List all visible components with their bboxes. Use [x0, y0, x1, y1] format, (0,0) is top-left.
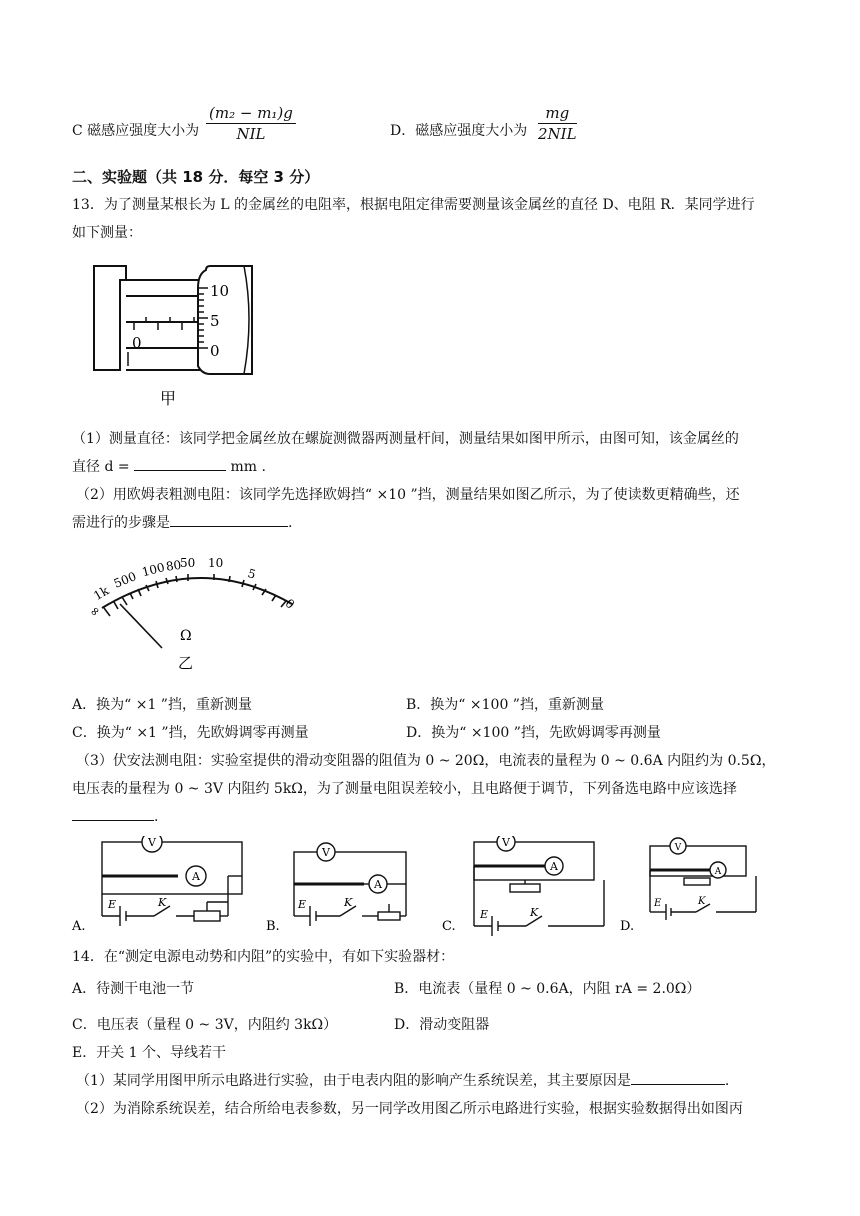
section-title: 二、实验题（共 18 分．每空 3 分）: [72, 168, 320, 186]
q14-item-c: C．电压表（量程 0 ~ 3V，内阻约 3kΩ）: [72, 1017, 338, 1033]
option-d-prefix: D．磁感应强度大小为: [390, 123, 528, 139]
ohmmeter-needle: [120, 604, 162, 648]
step-answer-blank[interactable]: [170, 512, 288, 527]
q14-item-e: E．开关 1 个、导线若干: [72, 1045, 227, 1061]
diameter-label: 直径 d =: [72, 459, 130, 475]
option-d-denominator: 2NIL: [538, 125, 577, 143]
circuit-d-switch-label: K: [698, 896, 706, 907]
q14-part1-text: （1）某同学用图甲所示电路进行实验，由于电表内阻的影响产生系统误差，其主要原因是: [76, 1073, 631, 1089]
q13-part2-line2: [72, 512, 292, 532]
ohm-scale-5: 5: [246, 566, 258, 582]
micrometer-tick-0: 0: [210, 342, 220, 360]
step-period: .: [288, 515, 293, 531]
choice-d[interactable]: D．换为“ ×100 ”挡，先欧姆调零再测量: [406, 725, 661, 741]
circuit-option-d[interactable]: D.: [620, 919, 635, 934]
choice-c[interactable]: C．换为“ ×1 ”挡，先欧姆调零再测量: [72, 725, 309, 741]
figure-jia-label: 甲: [160, 389, 177, 408]
micrometer-main-zero: 0: [132, 334, 142, 352]
q14-part2: （2）为消除系统误差，结合所给电表参数，另一同学改用图乙所示电路进行实验，根据实验数据得出如图丙: [76, 1101, 743, 1117]
circuit-answer-blank[interactable]: [72, 806, 154, 821]
micrometer-figure: [84, 258, 264, 408]
ohmmeter-figure: [80, 552, 310, 682]
option-d-numerator: mg: [538, 104, 577, 124]
circuit-b-voltmeter: V: [322, 846, 330, 859]
step-label: 需进行的步骤是: [72, 515, 170, 531]
q14-item-a: A．待测干电池一节: [72, 981, 195, 997]
q14-item-d: D．滑动变阻器: [394, 1017, 490, 1033]
choice-b[interactable]: B．换为“ ×100 ”挡，重新测量: [406, 697, 604, 713]
circuit-c-voltmeter: V: [502, 836, 510, 849]
q14-item-b: B．电流表（量程 0 ~ 0.6A，内阻 rA = 2.0Ω）: [394, 981, 701, 997]
option-d-fraction: [538, 104, 577, 143]
option-c-fraction: [206, 104, 296, 143]
option-c-numerator: (m₂ − m₁)g: [206, 104, 296, 124]
option-c-prefix: C 磁感应强度大小为: [72, 123, 200, 139]
ohm-scale-100: 100: [140, 560, 167, 580]
diameter-unit: mm .: [230, 459, 266, 475]
circuit-c-battery-label: E: [480, 908, 489, 921]
circuit-option-a[interactable]: A.: [72, 919, 86, 934]
q13-part1-line2: [72, 456, 266, 476]
circuit-option-b[interactable]: B.: [266, 919, 280, 934]
diameter-answer-blank[interactable]: [134, 456, 226, 471]
q13-stem-line1: 13．为了测量某根长为 L 的金属丝的电阻率，根据电阻定律需要测量该金属丝的直径 D、电阻 R．某同学进行: [72, 197, 755, 213]
circuit-diagrams: [70, 836, 790, 936]
circuit-period: .: [154, 809, 159, 825]
circuit-d-battery-label: E: [654, 898, 662, 909]
q13-part3-line2: 电压表的量程为 0 ~ 3V 内阻约 5kΩ，为了测量电阻误差较小，且电路便于调节，下列备选电路中应该选择: [72, 781, 737, 797]
circuit-c-switch-label: K: [530, 906, 539, 919]
q13-part3-line3: [72, 806, 158, 825]
q13-part2-line1: （2）用欧姆表粗测电阻：该同学先选择欧姆挡“ ×10 ”挡，测量结果如图乙所示，为了使读数更精确些，还: [76, 487, 740, 503]
ohm-scale-50: 50: [180, 556, 196, 570]
ohm-scale-500: 500: [111, 569, 139, 591]
micrometer-tick-5: 5: [210, 312, 220, 330]
ohm-scale-inf: ∞: [86, 602, 104, 620]
circuit-a-switch-label: K: [158, 896, 167, 909]
ohm-scale-10: 10: [208, 556, 224, 570]
q13-part3-line1: （3）伏安法测电阻：实验室提供的滑动变阻器的阻值为 0 ~ 20Ω，电流表的量程为 0 ~ 0.6A 内阻约为 0.5Ω，: [76, 753, 776, 769]
circuit-b-ammeter: A: [374, 878, 382, 891]
circuit-c-ammeter: A: [550, 860, 558, 873]
circuit-a-ammeter: A: [192, 870, 200, 883]
circuit-b-battery-label: E: [298, 898, 307, 911]
circuit-a-battery-label: E: [108, 898, 117, 911]
ohm-scale-1k: 1k: [91, 583, 112, 604]
circuit-option-c[interactable]: C.: [442, 919, 456, 934]
ohm-scale-0: 0: [282, 596, 298, 612]
figure-yi-label: 乙: [178, 654, 194, 672]
q13-part1-line1: （1）测量直径：该同学把金属丝放在螺旋测微器两测量杆间，测量结果如图甲所示，由图可知，该金属丝的: [72, 431, 739, 447]
ohm-scale-80: 80: [165, 557, 183, 574]
circuit-b-switch-label: K: [344, 896, 353, 909]
micrometer-tick-10: 10: [210, 282, 230, 300]
q14-stem: 14．在“测定电源电动势和内阻”的实验中，有如下实验器材：: [72, 949, 455, 965]
choice-a[interactable]: A．换为“ ×1 ”挡，重新测量: [72, 697, 252, 713]
q14-part1-answer-blank[interactable]: [631, 1070, 725, 1085]
circuit-d-ammeter: A: [714, 867, 722, 877]
circuit-a-voltmeter: V: [148, 836, 156, 849]
option-c-denominator: NIL: [236, 125, 266, 143]
q14-part1-period: .: [724, 1073, 730, 1089]
q14-part1: [76, 1070, 729, 1090]
ohmmeter-unit: Ω: [180, 628, 192, 644]
q13-stem-line2: 如下测量：: [72, 225, 142, 241]
circuit-d-voltmeter: V: [674, 843, 682, 853]
